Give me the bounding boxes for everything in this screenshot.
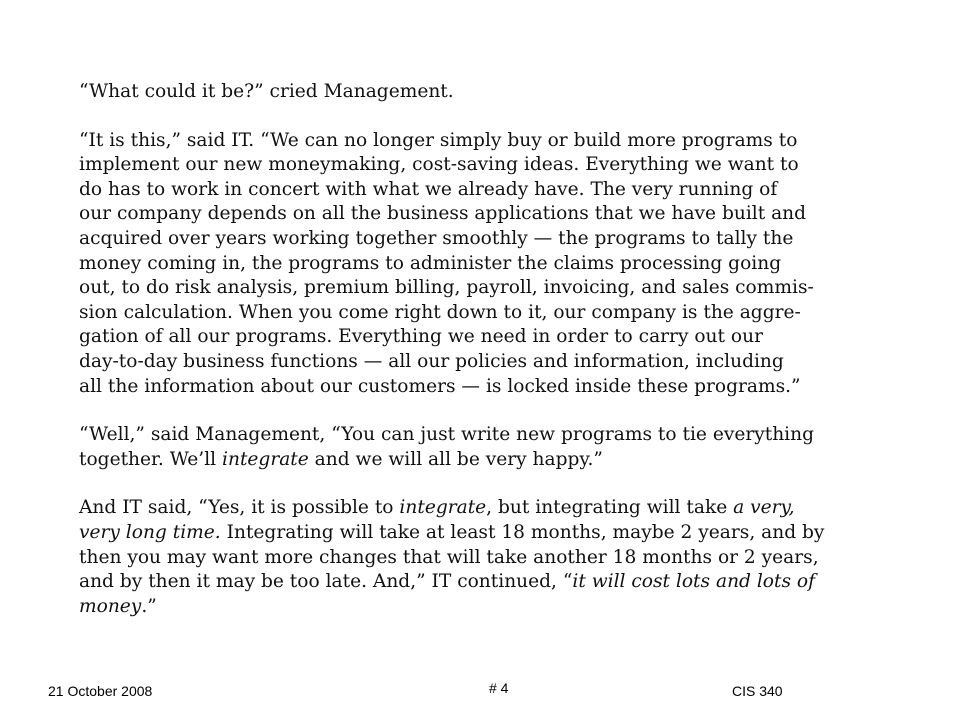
text-line xyxy=(79,375,879,400)
text-line xyxy=(79,496,879,521)
text-run: out, to do risk analysis, premium billing, payroll, invoicing, and sales commis- xyxy=(79,277,814,299)
text-run: And IT said, “Yes, it is possible to xyxy=(79,497,400,519)
emphasis-text: integrate xyxy=(399,497,487,519)
text-line xyxy=(79,350,879,375)
text-run: acquired over years working together smoothly — the programs to tally the xyxy=(79,227,794,249)
text-line xyxy=(79,252,879,277)
emphasis-text: it will cost lots and lots of xyxy=(572,571,815,593)
text-run: together. We’ll xyxy=(79,448,223,470)
paragraph xyxy=(79,129,879,400)
text-run: Integrating will take at least 18 months, maybe 2 years, and by xyxy=(220,521,825,543)
text-run: and we will all be very happy.” xyxy=(308,448,603,470)
text-run: .” xyxy=(141,595,157,617)
text-run: money coming in, the programs to administer the claims processing going xyxy=(79,252,782,274)
paragraph xyxy=(79,80,879,105)
text-run: , but integrating will take xyxy=(486,497,734,519)
emphasis-text: integrate xyxy=(222,448,309,470)
text-run: “Well,” said Management, “You can just write new programs to tie everything xyxy=(79,424,815,446)
text-line xyxy=(79,448,879,473)
text-run: sion calculation. When you come right down to it, our company is the aggre- xyxy=(79,301,801,323)
text-line xyxy=(79,325,879,350)
slide-body xyxy=(79,80,879,643)
text-line xyxy=(79,80,879,105)
text-run: day-to-day business functions — all our policies and information, including xyxy=(79,350,784,372)
text-line xyxy=(79,227,879,252)
text-line xyxy=(79,178,879,203)
text-line xyxy=(79,276,879,301)
text-line xyxy=(79,546,879,571)
text-line xyxy=(79,301,879,326)
text-run: do has to work in concert with what we already have. The very running of xyxy=(79,178,778,200)
emphasis-text: a very, xyxy=(733,497,795,519)
text-run: “What could it be?” cried Management. xyxy=(79,81,454,102)
text-run: and by then it may be too late. And,” IT continued, “ xyxy=(79,571,573,593)
emphasis-text: money xyxy=(79,595,142,617)
footer-course: CIS 340 xyxy=(732,683,783,699)
text-run: implement our new moneymaking, cost-saving ideas. Everything we want to xyxy=(79,154,799,176)
text-run: then you may want more changes that will take another 18 months or 2 years, xyxy=(79,546,819,568)
text-line xyxy=(79,570,879,595)
paragraph xyxy=(79,496,879,619)
text-run: “It is this,” said IT. “We can no longer simply buy or build more programs to xyxy=(79,129,798,151)
text-line xyxy=(79,521,879,546)
text-line xyxy=(79,595,879,620)
text-run: gation of all our programs. Everything we need in order to carry out our xyxy=(79,326,763,348)
text-line xyxy=(79,129,879,154)
footer-page-number: # 4 xyxy=(489,680,509,696)
text-line xyxy=(79,202,879,227)
emphasis-text: very long time. xyxy=(79,521,221,543)
footer-date: 21 October 2008 xyxy=(48,683,153,699)
text-run: all the information about our customers — is locked inside these programs.” xyxy=(79,375,801,397)
text-line xyxy=(79,423,879,448)
paragraph xyxy=(79,423,879,472)
text-run: our company depends on all the business applications that we have built and xyxy=(79,203,807,225)
text-line xyxy=(79,153,879,178)
